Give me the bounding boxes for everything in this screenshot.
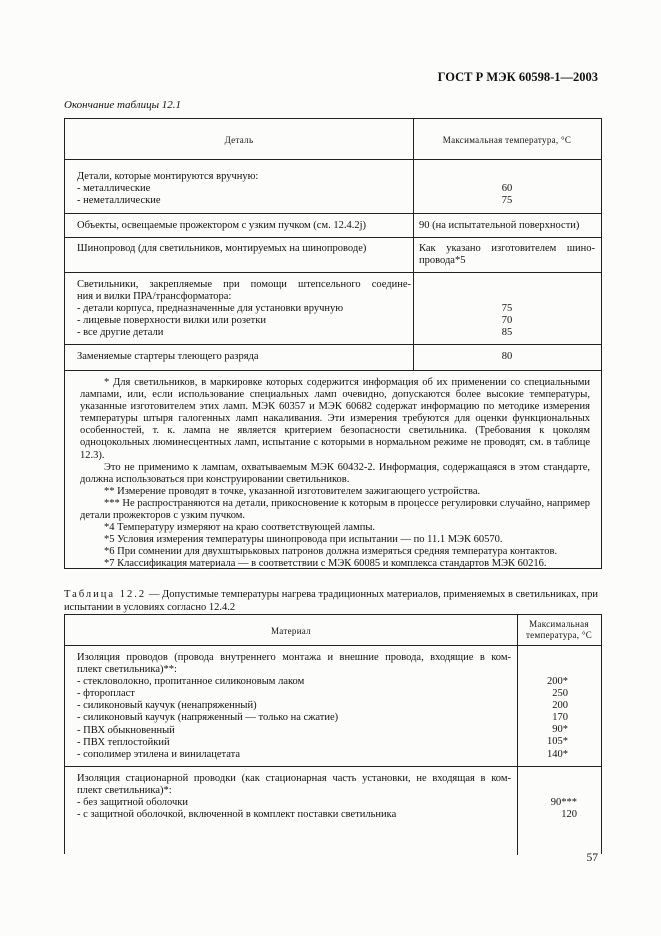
material-label: - силиконовый каучук (ненапряженный)	[77, 700, 257, 712]
note: *6 При сомнении для двухштырьковых патронов должна измеряться средняя температура контактов.	[104, 546, 558, 558]
row-value: 75	[501, 195, 513, 206]
note: ** Измерение проводят в точке, указанной изготовителем зажигающего устройства.	[104, 485, 481, 497]
document-code: ГОСТ Р МЭК 60598-1—2003	[437, 70, 598, 84]
material-group	[77, 773, 511, 821]
material-label: - сополимер этилена и винилацетата	[77, 748, 241, 760]
row-values	[419, 243, 595, 267]
material-label: - с защитной оболочкой, включенной в комплект поставки светильника	[77, 809, 397, 821]
note: *7 Классификация материала — в соответствии с МЭК 60085 и комплекса стандартов МЭК 60216.	[104, 558, 547, 570]
table-12-1-caption: Окончание таблицы 12.1	[64, 99, 182, 111]
material-value: 140*	[547, 748, 568, 760]
col-header-line: температура, °С	[525, 630, 593, 640]
material-group	[77, 652, 511, 761]
row-part-text: - неметаллические	[77, 195, 161, 206]
row-value: 80	[501, 351, 513, 362]
group-title: плект светильника)*:	[77, 785, 172, 797]
material-value: 200*	[547, 676, 568, 687]
table-12-1-notes	[80, 377, 590, 571]
row-value: 85	[501, 327, 513, 338]
table-row	[77, 279, 411, 339]
material-label: - фторопласт	[77, 688, 135, 700]
material-value: 90***	[550, 797, 577, 808]
col-header-max-temp	[517, 619, 601, 641]
row-value: провода*5	[419, 255, 466, 266]
note: * Для светильников, в маркировке которых содержится информация об их применении со специальными лампами, или, если использование специальных ламп очевидно, допускаются более высокие температуры, указанные изготовителем этих ламп. МЭК 60357 и МЭК 60682 содержат информацию по методике измерения температуры штыря галогенных ламп накаливания. Эти измерения требуются для оценки функциональных особенностей, т. к. лампа не является критерием безопасности светильника. (Требования к цоколям одноцокольных люминесцентных ламп, испытание с которыми в нормальном режиме не проводят, см. в таблице 12.3).	[80, 377, 590, 461]
material-values	[517, 797, 577, 821]
table-12-2-caption	[64, 589, 598, 614]
group-title: Изоляция стационарной проводки (как стационарная часть установки, не входящая в ком-	[77, 773, 511, 784]
row-value: 60	[501, 183, 513, 194]
col-header-part: Деталь	[224, 135, 254, 145]
col-header-line: Максимальная	[529, 619, 589, 629]
material-value: 90*	[552, 724, 568, 736]
col-header-max-temp: Максимальная температура, °С	[442, 135, 572, 145]
row-part-text: ния и вилки ПРА/трансформатора:	[77, 291, 232, 302]
page-number: 57	[586, 852, 598, 864]
group-title: плект светильника)**:	[77, 664, 177, 676]
material-value: 200	[552, 700, 568, 712]
row-value: 75	[501, 303, 513, 314]
row-part-text: - лицевые поверхности вилки или розетки	[77, 315, 266, 326]
row-part-text: Детали, которые монтируются вручную:	[77, 171, 259, 182]
note: *4 Температуру измеряют на краю соответствующей лампы.	[104, 522, 376, 534]
row-value: 90 (на испытательной поверхности)	[419, 220, 580, 231]
row-part-text: Шинопровод (для светильников, монтируемых на шинопроводе)	[77, 243, 367, 254]
group-title: Изоляция проводов (провода внутреннего монтажа и внешние провода, входящие в ком-	[77, 652, 511, 663]
material-label: - стекловолокно, пропитанное силиконовым лаком	[77, 676, 305, 688]
material-values	[517, 676, 568, 761]
material-label: - ПВХ обыкновенный	[77, 724, 175, 736]
row-part-text: Объекты, освещаемые прожектором с узким пучком (см. 12.4.2j)	[77, 220, 367, 231]
row-part-text: - металлические	[77, 183, 151, 194]
material-label: - ПВХ теплостойкий	[77, 736, 170, 748]
material-label: - без защитной оболочки	[77, 797, 189, 809]
note: Это не применимо к лампам, охватываемым МЭК 60432-2. Информация, содержащаяся в этом стандарте, должна использоваться при конструировании светильников.	[80, 461, 590, 485]
table-12-2	[64, 614, 602, 854]
row-part-text: - все другие детали	[77, 327, 164, 338]
material-value: 170	[552, 712, 568, 724]
material-value: 120	[561, 809, 577, 821]
table-row	[77, 171, 407, 207]
row-part-text: Заменяемые стартеры тлеющего разряда	[77, 351, 259, 362]
row-part-text: Светильники, закрепляемые при помощи штепсельного соедине-	[77, 279, 411, 290]
row-part-text: - детали корпуса, предназначенные для установки вручную	[77, 303, 344, 314]
row-value: Как указано изготовителем шино-	[419, 243, 595, 254]
material-value: 105*	[547, 736, 568, 748]
col-header-material: Материал	[271, 626, 311, 636]
material-value: 250	[552, 688, 568, 700]
note: *** Не распространяются на детали, прикосновение к которым в процессе регулировки случайно, например детали прожекторов с узким пучком.	[80, 497, 590, 522]
row-values	[413, 303, 601, 339]
row-values	[413, 183, 601, 207]
note: *5 Условия измерения температуры шинопровода при испытании — по 11.1 МЭК 60570.	[104, 534, 503, 546]
table-12-2-label: Таблица 12.2	[64, 589, 147, 600]
table-12-2-title: — Допустимые температуры нагрева традиционных материалов, применяемых в светильниках, при испытании в условиях согласно 12.4.2	[64, 589, 598, 613]
material-label: - силиконовый каучук (напряженный — только на сжатие)	[77, 712, 339, 724]
row-value: 70	[501, 315, 513, 326]
